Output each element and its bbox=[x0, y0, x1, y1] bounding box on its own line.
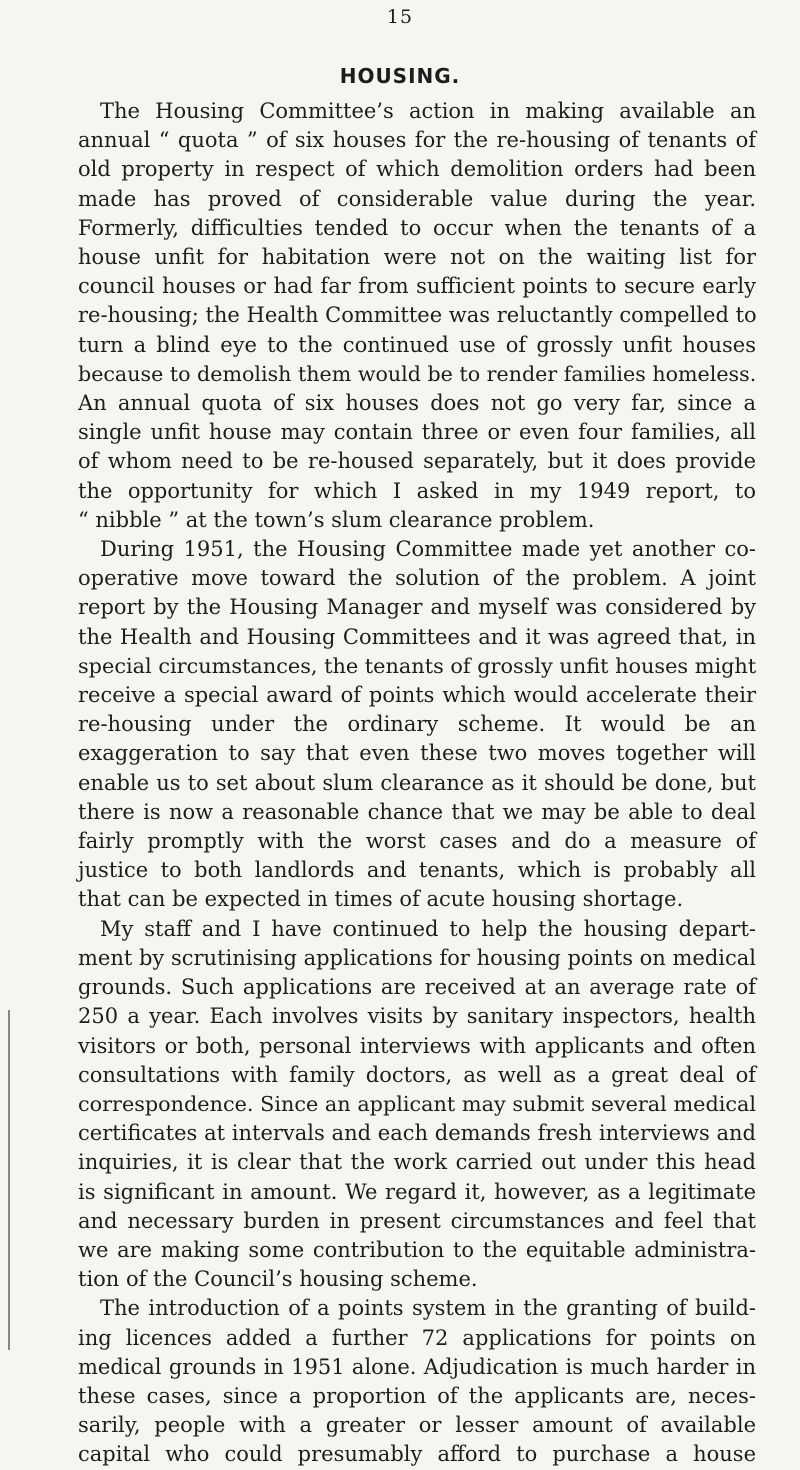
text-line: re-housing under the ordinary scheme. It would be an bbox=[78, 712, 756, 737]
text-line: old property in respect of which demolition orders had been bbox=[78, 157, 756, 182]
text-line: and necessary burden in present circumstances and feel that bbox=[78, 1208, 756, 1233]
page-number: 15 bbox=[386, 6, 414, 28]
text-line: capital who could presumably afford to purchase a house bbox=[78, 1442, 756, 1467]
text-line: correspondence. Since an applicant may submit several medical bbox=[78, 1091, 756, 1116]
text-line: sarily, people with a greater or lesser amount of available bbox=[78, 1413, 756, 1438]
text-line: My staff and I have continued to help the housing depart- bbox=[100, 916, 756, 941]
text-line: inquiries, it is clear that the work carried out under this head bbox=[78, 1150, 756, 1175]
paragraph bbox=[56, 535, 756, 915]
text-line: single unfit house may contain three or even four families, all bbox=[78, 420, 756, 445]
text-line: because to demolish them would be to render families homeless. bbox=[78, 361, 757, 386]
margin-rule bbox=[8, 1010, 10, 1350]
text-line: that can be expected in times of acute housing shortage. bbox=[78, 887, 684, 912]
text-line: there is now a reasonable chance that we may be able to deal bbox=[78, 799, 756, 824]
text-line: justice to both landlords and tenants, which is probably all bbox=[78, 858, 756, 883]
text-line: grounds. Such applications are received at an average rate of bbox=[78, 975, 756, 1000]
text-line: annual “ quota ” of six houses for the re-housing of tenants of bbox=[78, 128, 756, 153]
text-line: visitors or both, personal interviews with applicants and often bbox=[78, 1033, 756, 1058]
text-line: The introduction of a points system in the granting of build- bbox=[100, 1296, 756, 1321]
text-line: tion of the Council’s housing scheme. bbox=[78, 1267, 478, 1292]
text-line: made has proved of considerable value during the year. bbox=[78, 186, 756, 211]
text-line: During 1951, the Housing Committee made yet another co- bbox=[100, 537, 756, 562]
text-line: of whom need to be re-housed separately, but it does provide bbox=[78, 449, 756, 474]
text-line: Formerly, difficulties tended to occur when the tenants of a bbox=[78, 215, 756, 240]
text-line: ing licences added a further 72 applications for points on bbox=[78, 1325, 756, 1350]
text-line: the opportunity for which I asked in my 1949 report, to bbox=[78, 478, 756, 503]
body-text bbox=[56, 97, 756, 1470]
text-line: special circumstances, the tenants of grossly unfit houses might bbox=[78, 653, 757, 678]
text-line: enable us to set about slum clearance as it should be done, but bbox=[78, 770, 756, 795]
text-line: ment by scrutinising applications for housing points on medical bbox=[78, 945, 757, 970]
text-line: operative move toward the solution of the problem. A joint bbox=[78, 566, 756, 591]
text-line: we are making some contribution to the equitable administra- bbox=[78, 1237, 756, 1262]
text-line: exaggeration to say that even these two moves together will bbox=[78, 741, 756, 766]
text-line: house unfit for habitation were not on the waiting list for bbox=[78, 245, 756, 270]
paragraph bbox=[56, 915, 756, 1295]
text-line: fairly promptly with the worst cases and do a measure of bbox=[78, 829, 756, 854]
text-line: turn a blind eye to the continued use of grossly unfit houses bbox=[78, 332, 756, 357]
text-line: “ nibble ” at the town’s slum clearance problem. bbox=[78, 507, 595, 532]
text-line: re-housing; the Health Committee was reluctantly compelled to bbox=[78, 303, 757, 328]
text-line: these cases, since a proportion of the applicants are, neces- bbox=[78, 1383, 756, 1408]
text-line: certificates at intervals and each demands fresh interviews and bbox=[78, 1121, 756, 1146]
text-line: report by the Housing Manager and myself was considered by bbox=[78, 595, 756, 620]
text-line: receive a special award of points which would accelerate their bbox=[78, 683, 756, 708]
section-heading: HOUSING. bbox=[339, 64, 461, 88]
text-line: is significant in amount. We regard it, however, as a legitimate bbox=[78, 1179, 756, 1204]
text-line: council houses or had far from sufficient points to secure early bbox=[78, 274, 756, 299]
text-line: 250 a year. Each involves visits by sanitary inspectors, health bbox=[78, 1004, 756, 1029]
paragraph bbox=[56, 1294, 756, 1469]
text-line: consultations with family doctors, as well as a great deal of bbox=[78, 1062, 756, 1087]
text-line: The Housing Committee’s action in making available an bbox=[100, 99, 756, 123]
text-line: An annual quota of six houses does not go very far, since a bbox=[78, 391, 756, 416]
text-line: medical grounds in 1951 alone. Adjudication is much harder in bbox=[78, 1354, 756, 1379]
text-line: the Health and Housing Committees and it was agreed that, in bbox=[78, 624, 756, 649]
paragraph bbox=[56, 97, 756, 535]
